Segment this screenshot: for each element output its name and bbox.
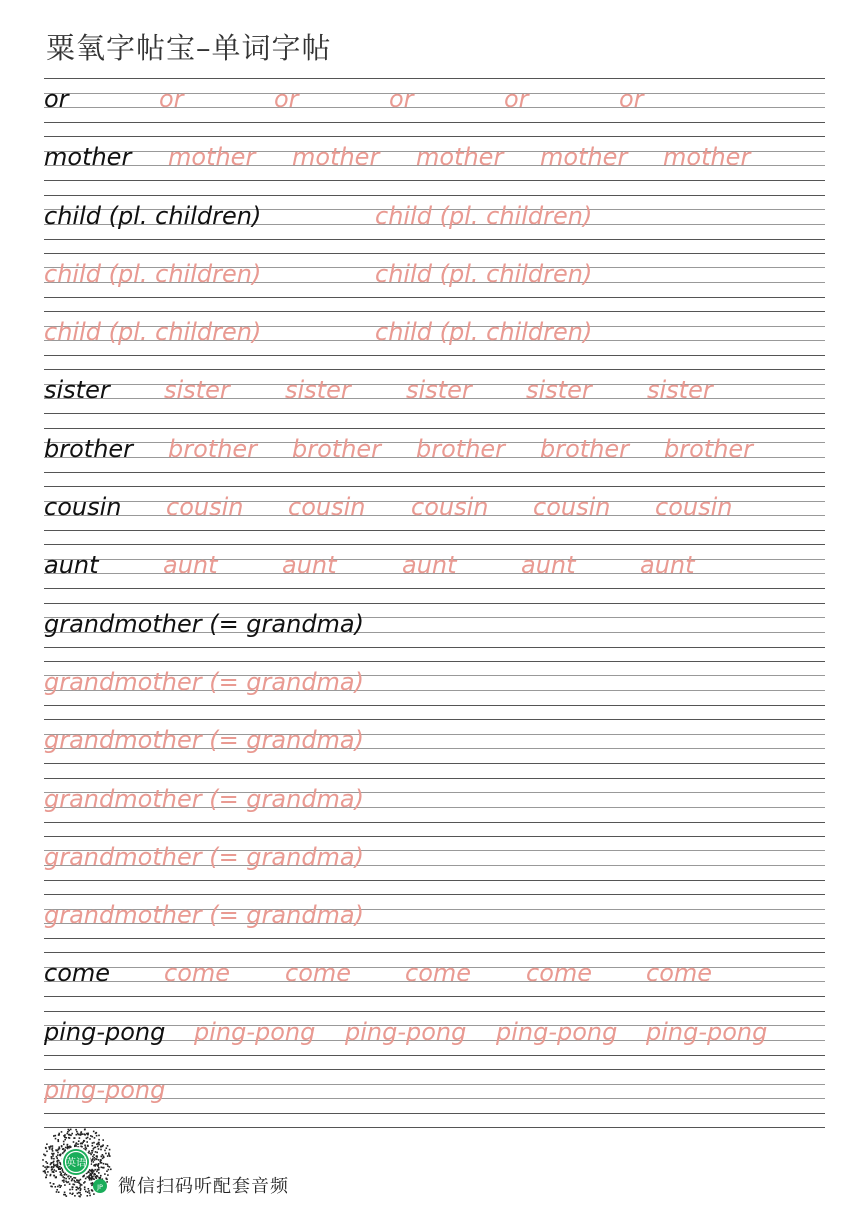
guide-line — [44, 603, 825, 604]
qr-code-icon[interactable] — [40, 1126, 112, 1198]
trace-word: aunt — [282, 551, 337, 580]
guide-line — [44, 122, 825, 123]
practice-row — [44, 661, 825, 719]
practice-row — [44, 894, 825, 952]
guide-line — [44, 136, 825, 137]
guide-line — [44, 428, 825, 429]
guide-line — [44, 661, 825, 662]
trace-word: cousin — [288, 493, 366, 522]
guide-line — [44, 253, 825, 254]
guide-line — [44, 1055, 825, 1056]
trace-word: brother — [664, 434, 754, 463]
guide-line — [44, 355, 825, 356]
trace-word: child (pl. children) — [44, 259, 262, 288]
guide-line — [44, 894, 825, 895]
guide-line — [44, 486, 825, 487]
trace-word: ping-pong — [496, 1017, 618, 1046]
trace-word: cousin — [655, 493, 733, 522]
guide-line — [44, 180, 825, 181]
trace-word: sister — [526, 376, 592, 405]
guide-line — [44, 78, 825, 79]
guide-line — [44, 763, 825, 764]
trace-word: brother — [540, 434, 630, 463]
trace-word: aunt — [402, 551, 457, 580]
trace-word: come — [285, 959, 352, 988]
practice-row — [44, 369, 825, 427]
guide-line — [44, 472, 825, 473]
qr-badge-label: 英语 — [66, 1158, 86, 1169]
footer — [40, 1126, 440, 1201]
trace-word: sister — [164, 376, 230, 405]
practice-row — [44, 544, 825, 602]
guide-line — [44, 836, 825, 837]
trace-word: ping-pong — [646, 1017, 768, 1046]
trace-word: child (pl. children) — [44, 318, 262, 347]
practice-row — [44, 195, 825, 253]
trace-word: child (pl. children) — [375, 201, 593, 230]
trace-word: brother — [416, 434, 506, 463]
guide-line — [44, 822, 825, 823]
guide-line — [44, 952, 825, 953]
trace-word: child (pl. children) — [375, 318, 593, 347]
trace-word: aunt — [521, 551, 576, 580]
trace-word: cousin — [533, 493, 611, 522]
trace-word: ping-pong — [44, 1076, 166, 1105]
trace-word: mother — [168, 143, 256, 172]
trace-word: or — [274, 85, 299, 113]
model-word: or — [44, 85, 69, 113]
trace-word: or — [504, 85, 529, 113]
trace-word: cousin — [411, 493, 489, 522]
guide-line — [44, 195, 825, 196]
trace-word: child (pl. children) — [375, 259, 593, 288]
guide-line — [44, 1069, 825, 1070]
practice-row — [44, 952, 825, 1010]
trace-word: come — [164, 959, 231, 988]
practice-row — [44, 253, 825, 311]
guide-line — [44, 1011, 825, 1012]
trace-word: mother — [540, 143, 628, 172]
trace-word: grandmother (= grandma) — [44, 842, 365, 871]
model-word: mother — [44, 143, 132, 172]
guide-line — [44, 239, 825, 240]
trace-word: come — [646, 959, 713, 988]
model-word: ping-pong — [44, 1017, 166, 1046]
trace-word: sister — [647, 376, 713, 405]
page-title: 粟氧字帖宝–单词字帖 — [46, 31, 332, 65]
guide-line — [44, 1113, 825, 1114]
model-word: sister — [44, 376, 110, 405]
trace-word: grandmother (= grandma) — [44, 784, 365, 813]
guide-line — [44, 719, 825, 720]
trace-word: or — [159, 85, 184, 113]
guide-line — [44, 311, 825, 312]
trace-word: aunt — [640, 551, 695, 580]
trace-word: grandmother (= grandma) — [44, 667, 365, 696]
model-word: cousin — [44, 493, 122, 522]
trace-word: sister — [406, 376, 472, 405]
practice-row — [44, 1011, 825, 1069]
guide-line — [44, 588, 825, 589]
trace-word: or — [619, 85, 644, 113]
guide-line — [44, 369, 825, 370]
guide-line — [44, 544, 825, 545]
guide-line — [44, 705, 825, 706]
practice-row — [44, 78, 825, 136]
trace-word: or — [389, 85, 414, 113]
model-word: aunt — [44, 551, 99, 580]
trace-word: come — [405, 959, 472, 988]
practice-row — [44, 428, 825, 486]
trace-word: cousin — [166, 493, 244, 522]
scan-caption: 微信扫码听配套音频 — [118, 1176, 289, 1197]
trace-word: grandmother (= grandma) — [44, 901, 365, 930]
practice-row — [44, 603, 825, 661]
trace-word: grandmother (= grandma) — [44, 726, 365, 755]
practice-row — [44, 719, 825, 777]
trace-word: brother — [168, 434, 258, 463]
model-word: grandmother (= grandma) — [44, 609, 365, 638]
guide-line — [44, 530, 825, 531]
guide-line — [44, 996, 825, 997]
guide-line — [44, 413, 825, 414]
trace-word: mother — [663, 143, 751, 172]
trace-word: aunt — [163, 551, 218, 580]
practice-row — [44, 486, 825, 544]
trace-word: sister — [285, 376, 351, 405]
guide-line — [44, 938, 825, 939]
trace-word: ping-pong — [194, 1017, 316, 1046]
trace-word: mother — [292, 143, 380, 172]
model-word: brother — [44, 434, 134, 463]
trace-word: come — [526, 959, 593, 988]
model-word: child (pl. children) — [44, 201, 262, 230]
guide-line — [44, 647, 825, 648]
qr-corner-label: JP — [97, 1183, 103, 1191]
guide-line — [44, 880, 825, 881]
trace-word: mother — [416, 143, 504, 172]
trace-word: ping-pong — [345, 1017, 467, 1046]
practice-row — [44, 136, 825, 194]
trace-word: brother — [292, 434, 382, 463]
model-word: come — [44, 959, 111, 988]
practice-row — [44, 311, 825, 369]
guide-line — [44, 297, 825, 298]
practice-row — [44, 1069, 825, 1127]
copybook-sheet — [44, 78, 825, 1128]
practice-row — [44, 778, 825, 836]
guide-line — [44, 778, 825, 779]
practice-row — [44, 836, 825, 894]
